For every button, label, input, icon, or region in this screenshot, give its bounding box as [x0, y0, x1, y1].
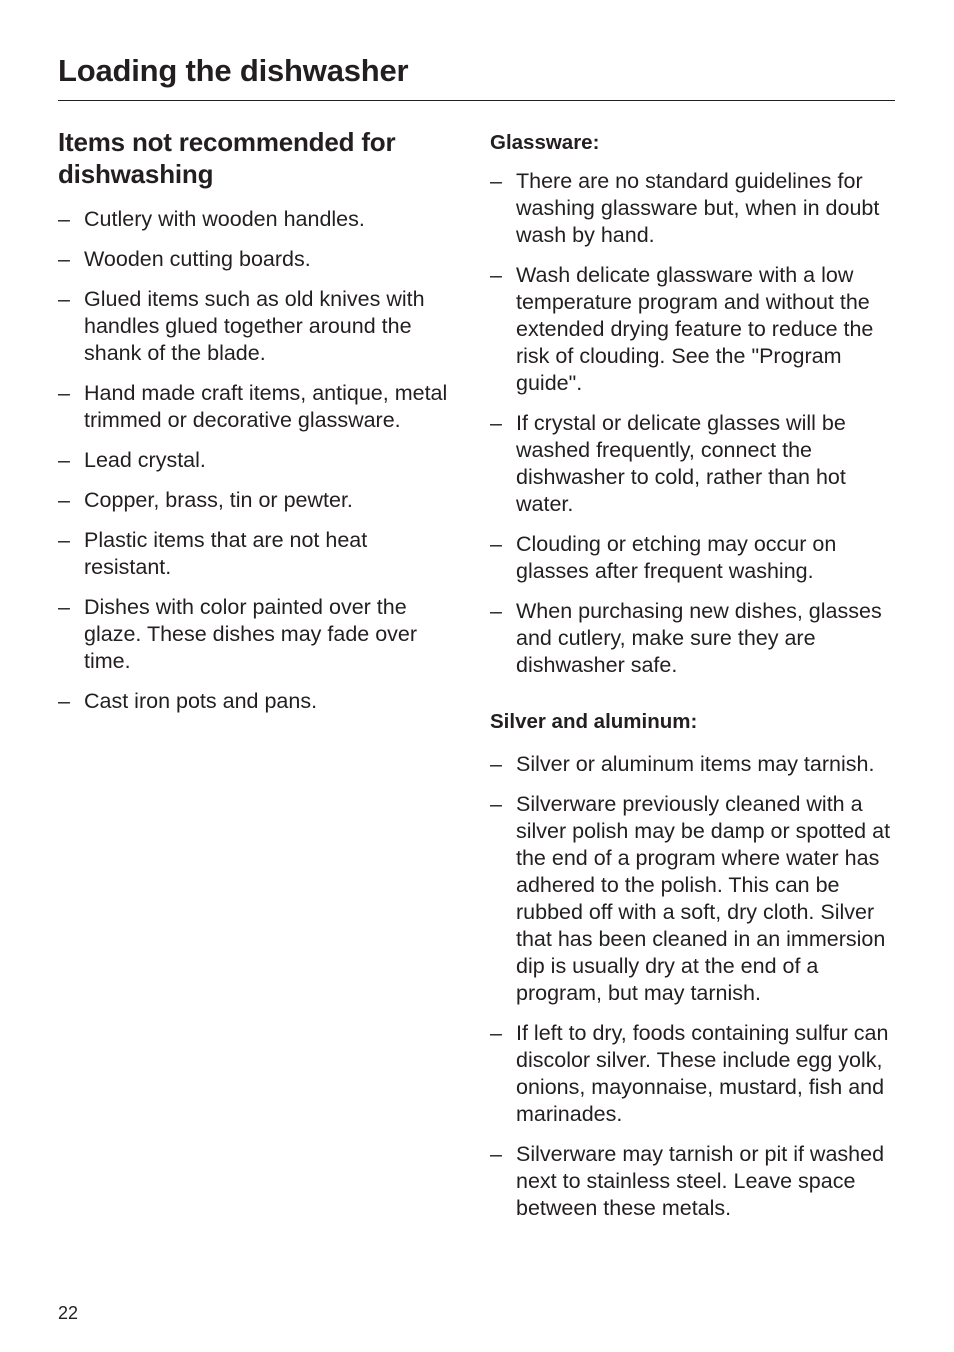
list-item — [490, 1141, 900, 1222]
list-item — [58, 688, 453, 715]
not-recommended-list — [58, 206, 453, 715]
dash-bullet: – — [490, 532, 502, 556]
dash-bullet: – — [58, 689, 70, 713]
list-item — [58, 380, 453, 434]
dash-bullet: – — [490, 1021, 502, 1045]
dash-bullet: – — [490, 411, 502, 435]
list-item-text: If crystal or delicate glasses will be washed frequently, connect the dishwasher to cold, rather than hot water. — [516, 411, 846, 516]
list-item — [58, 206, 453, 233]
list-item — [58, 246, 453, 273]
dash-bullet: – — [490, 1142, 502, 1166]
dash-bullet: – — [58, 595, 70, 619]
list-item — [58, 487, 453, 514]
list-item-text: Copper, brass, tin or pewter. — [84, 488, 353, 512]
list-item-text: Wooden cutting boards. — [84, 247, 311, 271]
title-divider — [58, 100, 895, 101]
subheading-silver-aluminum: Silver and aluminum: — [490, 710, 698, 733]
list-item-text: Lead crystal. — [84, 448, 206, 472]
list-item — [490, 1020, 900, 1128]
list-item — [490, 262, 900, 397]
dash-bullet: – — [58, 247, 70, 271]
dash-bullet: – — [490, 792, 502, 816]
right-column — [490, 126, 900, 1235]
list-item-text: Plastic items that are not heat resistant. — [84, 528, 368, 579]
subheading-glassware: Glassware: — [490, 131, 600, 154]
dash-bullet: – — [58, 448, 70, 472]
list-item — [490, 531, 900, 585]
list-item-text: There are no standard guidelines for washing glassware but, when in doubt wash by hand. — [516, 169, 880, 247]
list-item — [58, 594, 453, 675]
silver-list — [490, 751, 900, 1222]
list-item-text: Silverware previously cleaned with a silver polish may be damp or spotted at the end of a program where water has adhered to the polish. This can be rubbed off with a soft, dry cloth. Silver that has been cleaned in an immersion dip is usually dry at the end of a program, but may tarnish. — [516, 792, 891, 1005]
list-item-text: Cutlery with wooden handles. — [84, 207, 365, 231]
section-heading-not-recommended: Items not recommended for dishwashing — [58, 127, 396, 189]
list-item-text: Silverware may tarnish or pit if washed next to stainless steel. Leave space between these metals. — [516, 1142, 885, 1220]
list-item — [58, 286, 453, 367]
list-item-text: Silver or aluminum items may tarnish. — [516, 752, 875, 776]
list-item-text: Glued items such as old knives with handles glued together around the shank of the blade. — [84, 287, 425, 365]
dash-bullet: – — [58, 488, 70, 512]
dash-bullet: – — [490, 599, 502, 623]
dash-bullet: – — [490, 169, 502, 193]
dash-bullet: – — [490, 263, 502, 287]
dash-bullet: – — [58, 528, 70, 552]
page-number: 22 — [58, 1303, 79, 1323]
list-item — [58, 447, 453, 474]
glassware-list — [490, 168, 900, 679]
list-item — [58, 527, 453, 581]
list-item — [490, 168, 900, 249]
dash-bullet: – — [58, 287, 70, 311]
list-item-text: Dishes with color painted over the glaze. These dishes may fade over time. — [84, 595, 418, 673]
dash-bullet: – — [58, 207, 70, 231]
list-item — [490, 751, 900, 778]
left-column — [58, 126, 453, 728]
list-item-text: If left to dry, foods containing sulfur can discolor silver. These include egg yolk, onions, mayonnaise, mustard, fish and marinades. — [516, 1021, 889, 1126]
list-item-text: Hand made craft items, antique, metal trimmed or decorative glassware. — [84, 381, 448, 432]
list-item-text: Cast iron pots and pans. — [84, 689, 318, 713]
list-item — [490, 791, 900, 1007]
page-title: Loading the dishwasher — [58, 53, 409, 88]
dash-bullet: – — [490, 752, 502, 776]
list-item-text: When purchasing new dishes, glasses and cutlery, make sure they are dishwasher safe. — [516, 599, 882, 677]
list-item-text: Clouding or etching may occur on glasses after frequent washing. — [516, 532, 837, 583]
list-item — [490, 410, 900, 518]
list-item — [490, 598, 900, 679]
list-item-text: Wash delicate glassware with a low temperature program and without the extended drying feature to reduce the risk of clouding. See the "Program guide". — [516, 263, 874, 395]
dash-bullet: – — [58, 381, 70, 405]
